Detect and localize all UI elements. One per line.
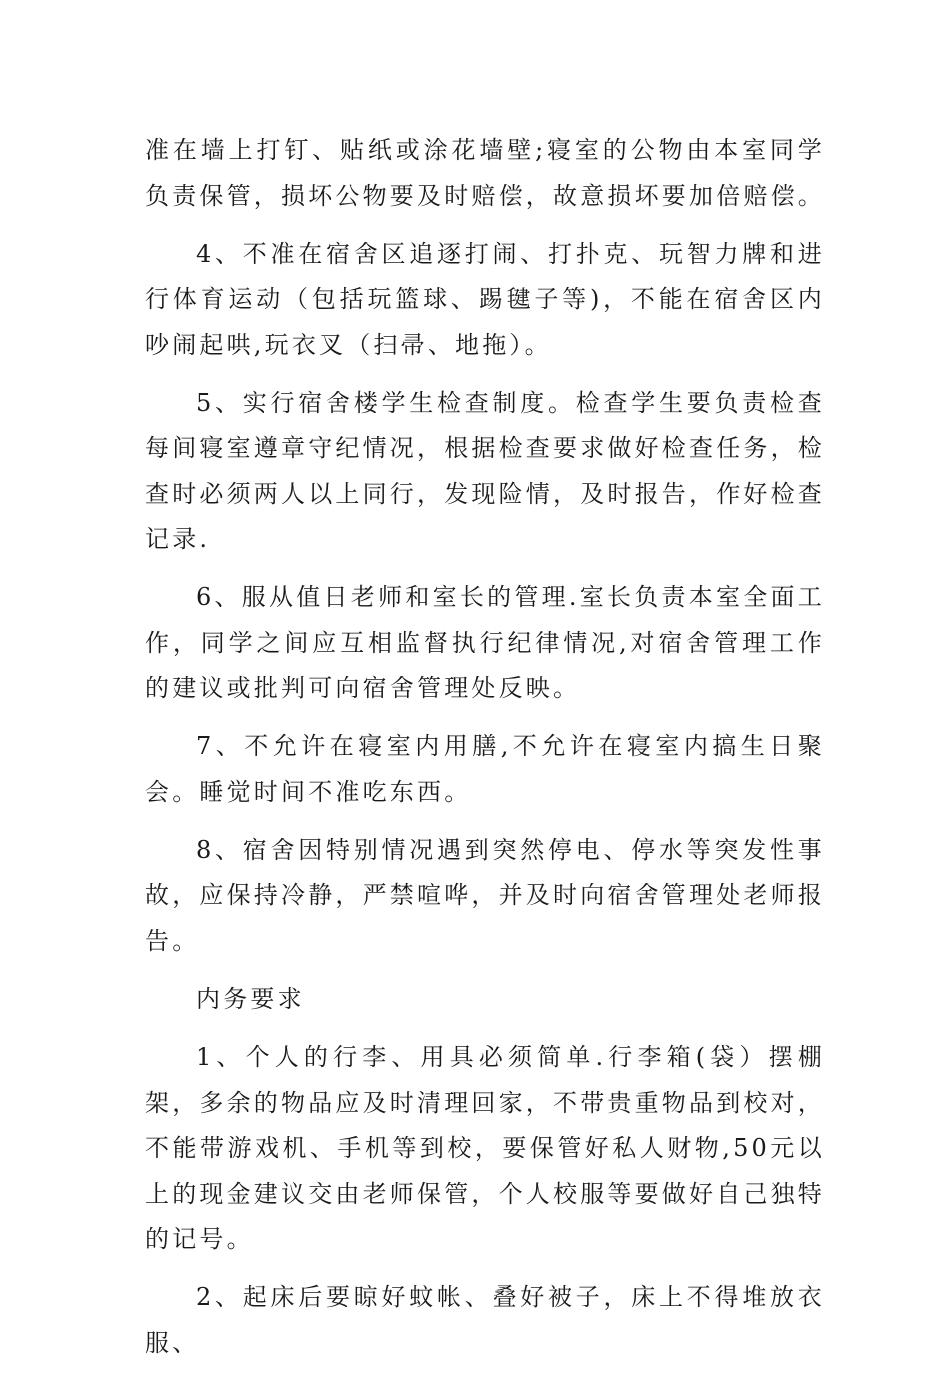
section-heading: 内务要求 bbox=[196, 985, 305, 1014]
paragraph-rule-5: 5、实行宿舍楼学生检查制度。检查学生要负责检查每间寝室遵章守纪情况，根据检查要求做好检查任务，检查时必须两人以上同行，发现险情，及时报告，作好检查记录. bbox=[145, 388, 825, 554]
paragraph-rule-6: 6、服从值日老师和室长的管理.室长负责本室全面工作，同学之间应互相监督执行纪律情况,对宿舍管理工作的建议或批判可向宿舍管理处反映。 bbox=[145, 583, 825, 703]
paragraph-requirement-1: 1、个人的行李、用具必须简单.行李箱(袋）摆棚架，多余的物品应及时清理回家，不带贵重物品到校对，不能带游戏机、手机等到校，要保管好私人财物,50元以上的现金建议交由老师保管，个人校服等要做好自己独特的记号。 bbox=[145, 1043, 825, 1254]
paragraph-rule-4: 4、不准在宿舍区追逐打闹、打扑克、玩智力牌和进行体育运动（包括玩篮球、踢毽子等)，不能在宿舍区内吵闹起哄,玩衣叉（扫帚、地拖）。 bbox=[145, 239, 825, 359]
document-body bbox=[145, 128, 825, 1379]
paragraph-continuation: 准在墙上打钉、贴纸或涂花墙壁;寝室的公物由本室同学负责保管，损坏公物要及时赔偿，故意损坏要加倍赔偿。 bbox=[145, 136, 825, 210]
paragraph-rule-7: 7、不允许在寝室内用膳,不允许在寝室内搞生日聚会。睡觉时间不准吃东西。 bbox=[145, 732, 825, 806]
paragraph-rule-8: 8、宿舍因特别情况遇到突然停电、停水等突发性事故，应保持冷静，严禁喧哗，并及时向宿舍管理处老师报告。 bbox=[145, 835, 825, 955]
paragraph-requirement-2: 2、起床后要晾好蚊帐、叠好被子，床上不得堆放衣服、 bbox=[145, 1283, 825, 1357]
